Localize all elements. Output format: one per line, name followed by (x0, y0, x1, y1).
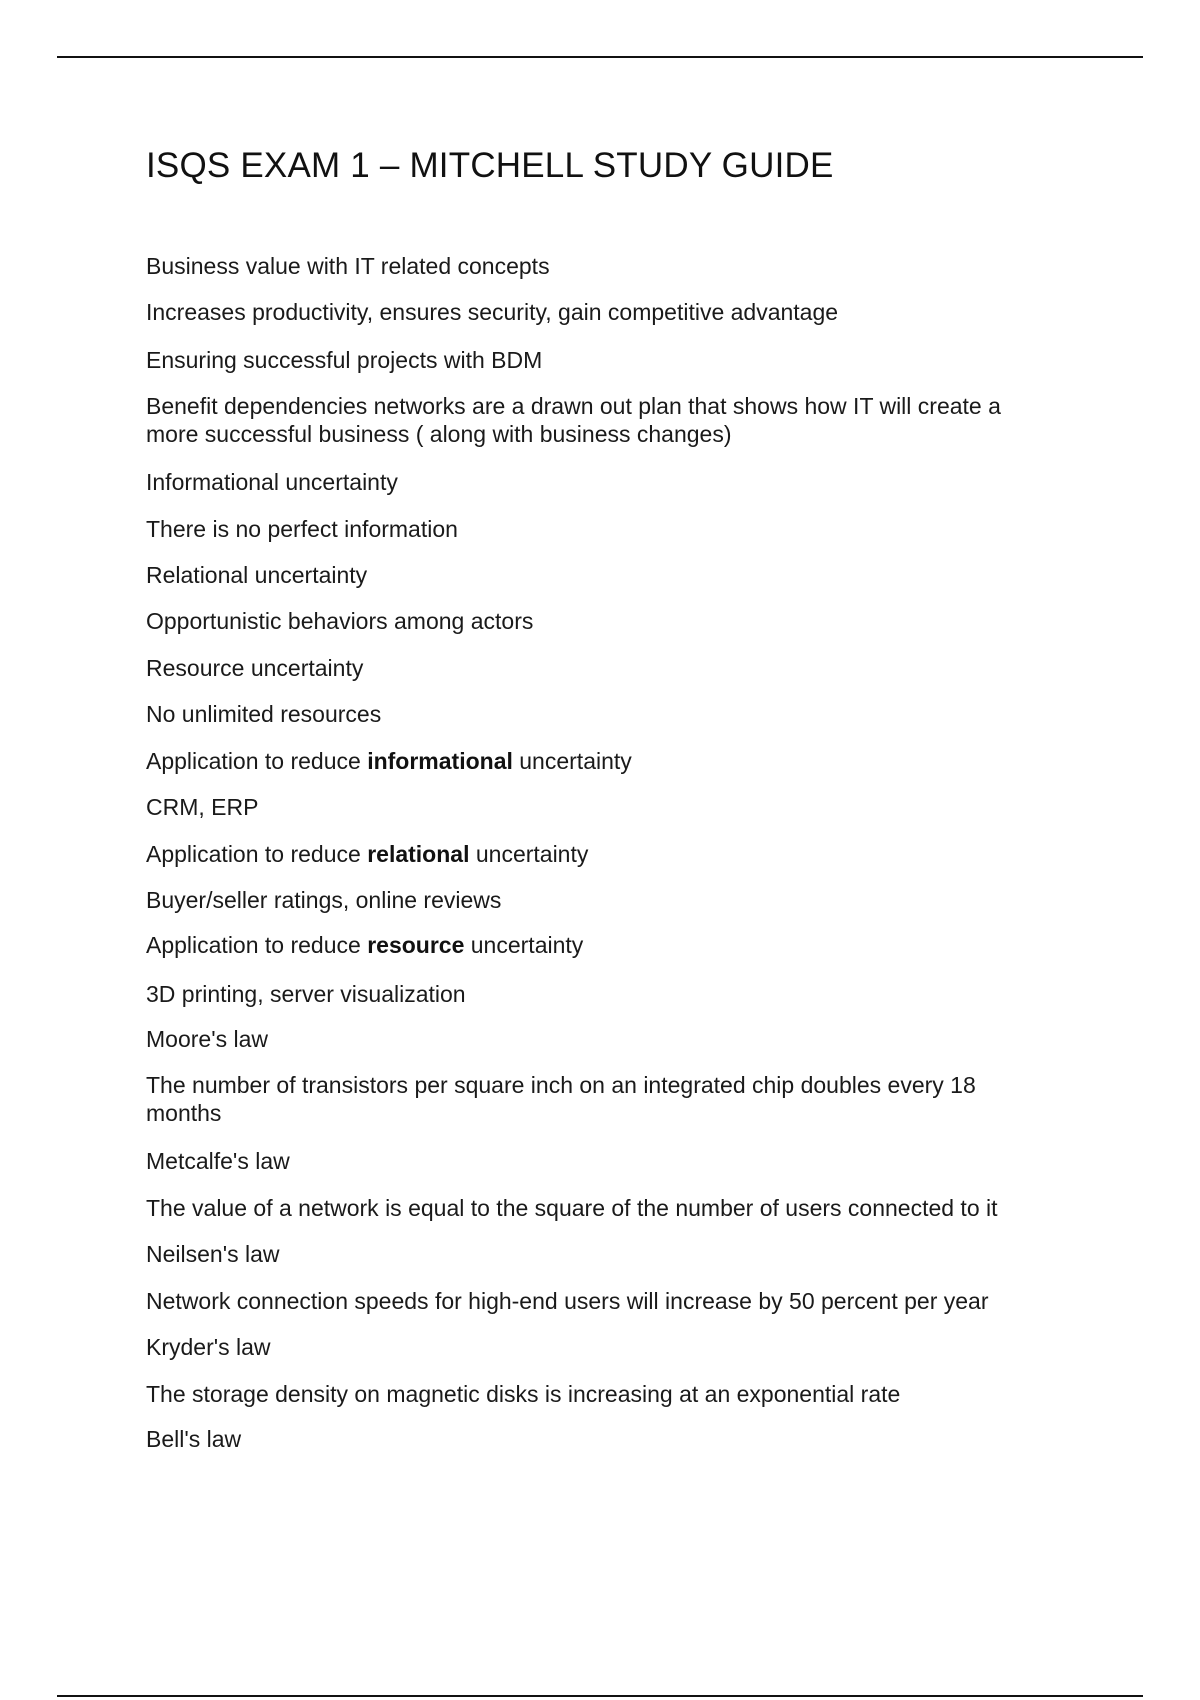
study-line: Benefit dependencies networks are a drawn out plan that shows how IT will create a more successful business ( along with business changes) (146, 393, 1001, 447)
line-text: Application to reduce (146, 841, 368, 867)
study-line: Moore's law (146, 1026, 268, 1052)
page-title: ISQS EXAM 1 – MITCHELL STUDY GUIDE (146, 146, 834, 185)
study-line: The number of transistors per square inch on an integrated chip doubles every 18 months (146, 1072, 976, 1126)
study-line: Relational uncertainty (146, 562, 368, 588)
study-line: Neilsen's law (146, 1241, 280, 1267)
study-line: Informational uncertainty (146, 469, 398, 495)
top-rule (57, 56, 1143, 58)
study-line: Kryder's law (146, 1334, 271, 1360)
line-text: uncertainty (512, 748, 632, 774)
study-line: There is no perfect information (146, 516, 458, 542)
study-line: Increases productivity, ensures security, gain competitive advantage (146, 299, 839, 325)
bottom-rule (57, 1695, 1143, 1697)
study-line-emphasis (146, 747, 1066, 775)
line-text: Application to reduce (146, 932, 368, 958)
emphasis-term: relational (367, 841, 470, 867)
study-line: Metcalfe's law (146, 1148, 290, 1174)
emphasis-term: informational (367, 748, 513, 774)
study-line: 3D printing, server visualization (146, 981, 466, 1007)
study-line: Opportunistic behaviors among actors (146, 608, 534, 634)
study-line: Bell's law (146, 1426, 242, 1452)
line-text: uncertainty (464, 932, 584, 958)
study-line: Network connection speeds for high-end users will increase by 50 percent per year (146, 1288, 989, 1314)
study-line: The storage density on magnetic disks is increasing at an exponential rate (146, 1381, 901, 1407)
line-text: Application to reduce (146, 748, 368, 774)
study-line: Resource uncertainty (146, 655, 364, 681)
emphasis-term: resource (367, 932, 465, 958)
study-line: Buyer/seller ratings, online reviews (146, 887, 502, 913)
study-line: Business value with IT related concepts (146, 253, 550, 279)
study-line-emphasis (146, 931, 1066, 959)
study-line: Ensuring successful projects with BDM (146, 347, 543, 373)
study-line-emphasis (146, 840, 1066, 868)
study-line: No unlimited resources (146, 701, 382, 727)
study-line: CRM, ERP (146, 794, 259, 820)
line-text: uncertainty (469, 841, 589, 867)
study-line: The value of a network is equal to the square of the number of users connected to it (146, 1195, 998, 1221)
